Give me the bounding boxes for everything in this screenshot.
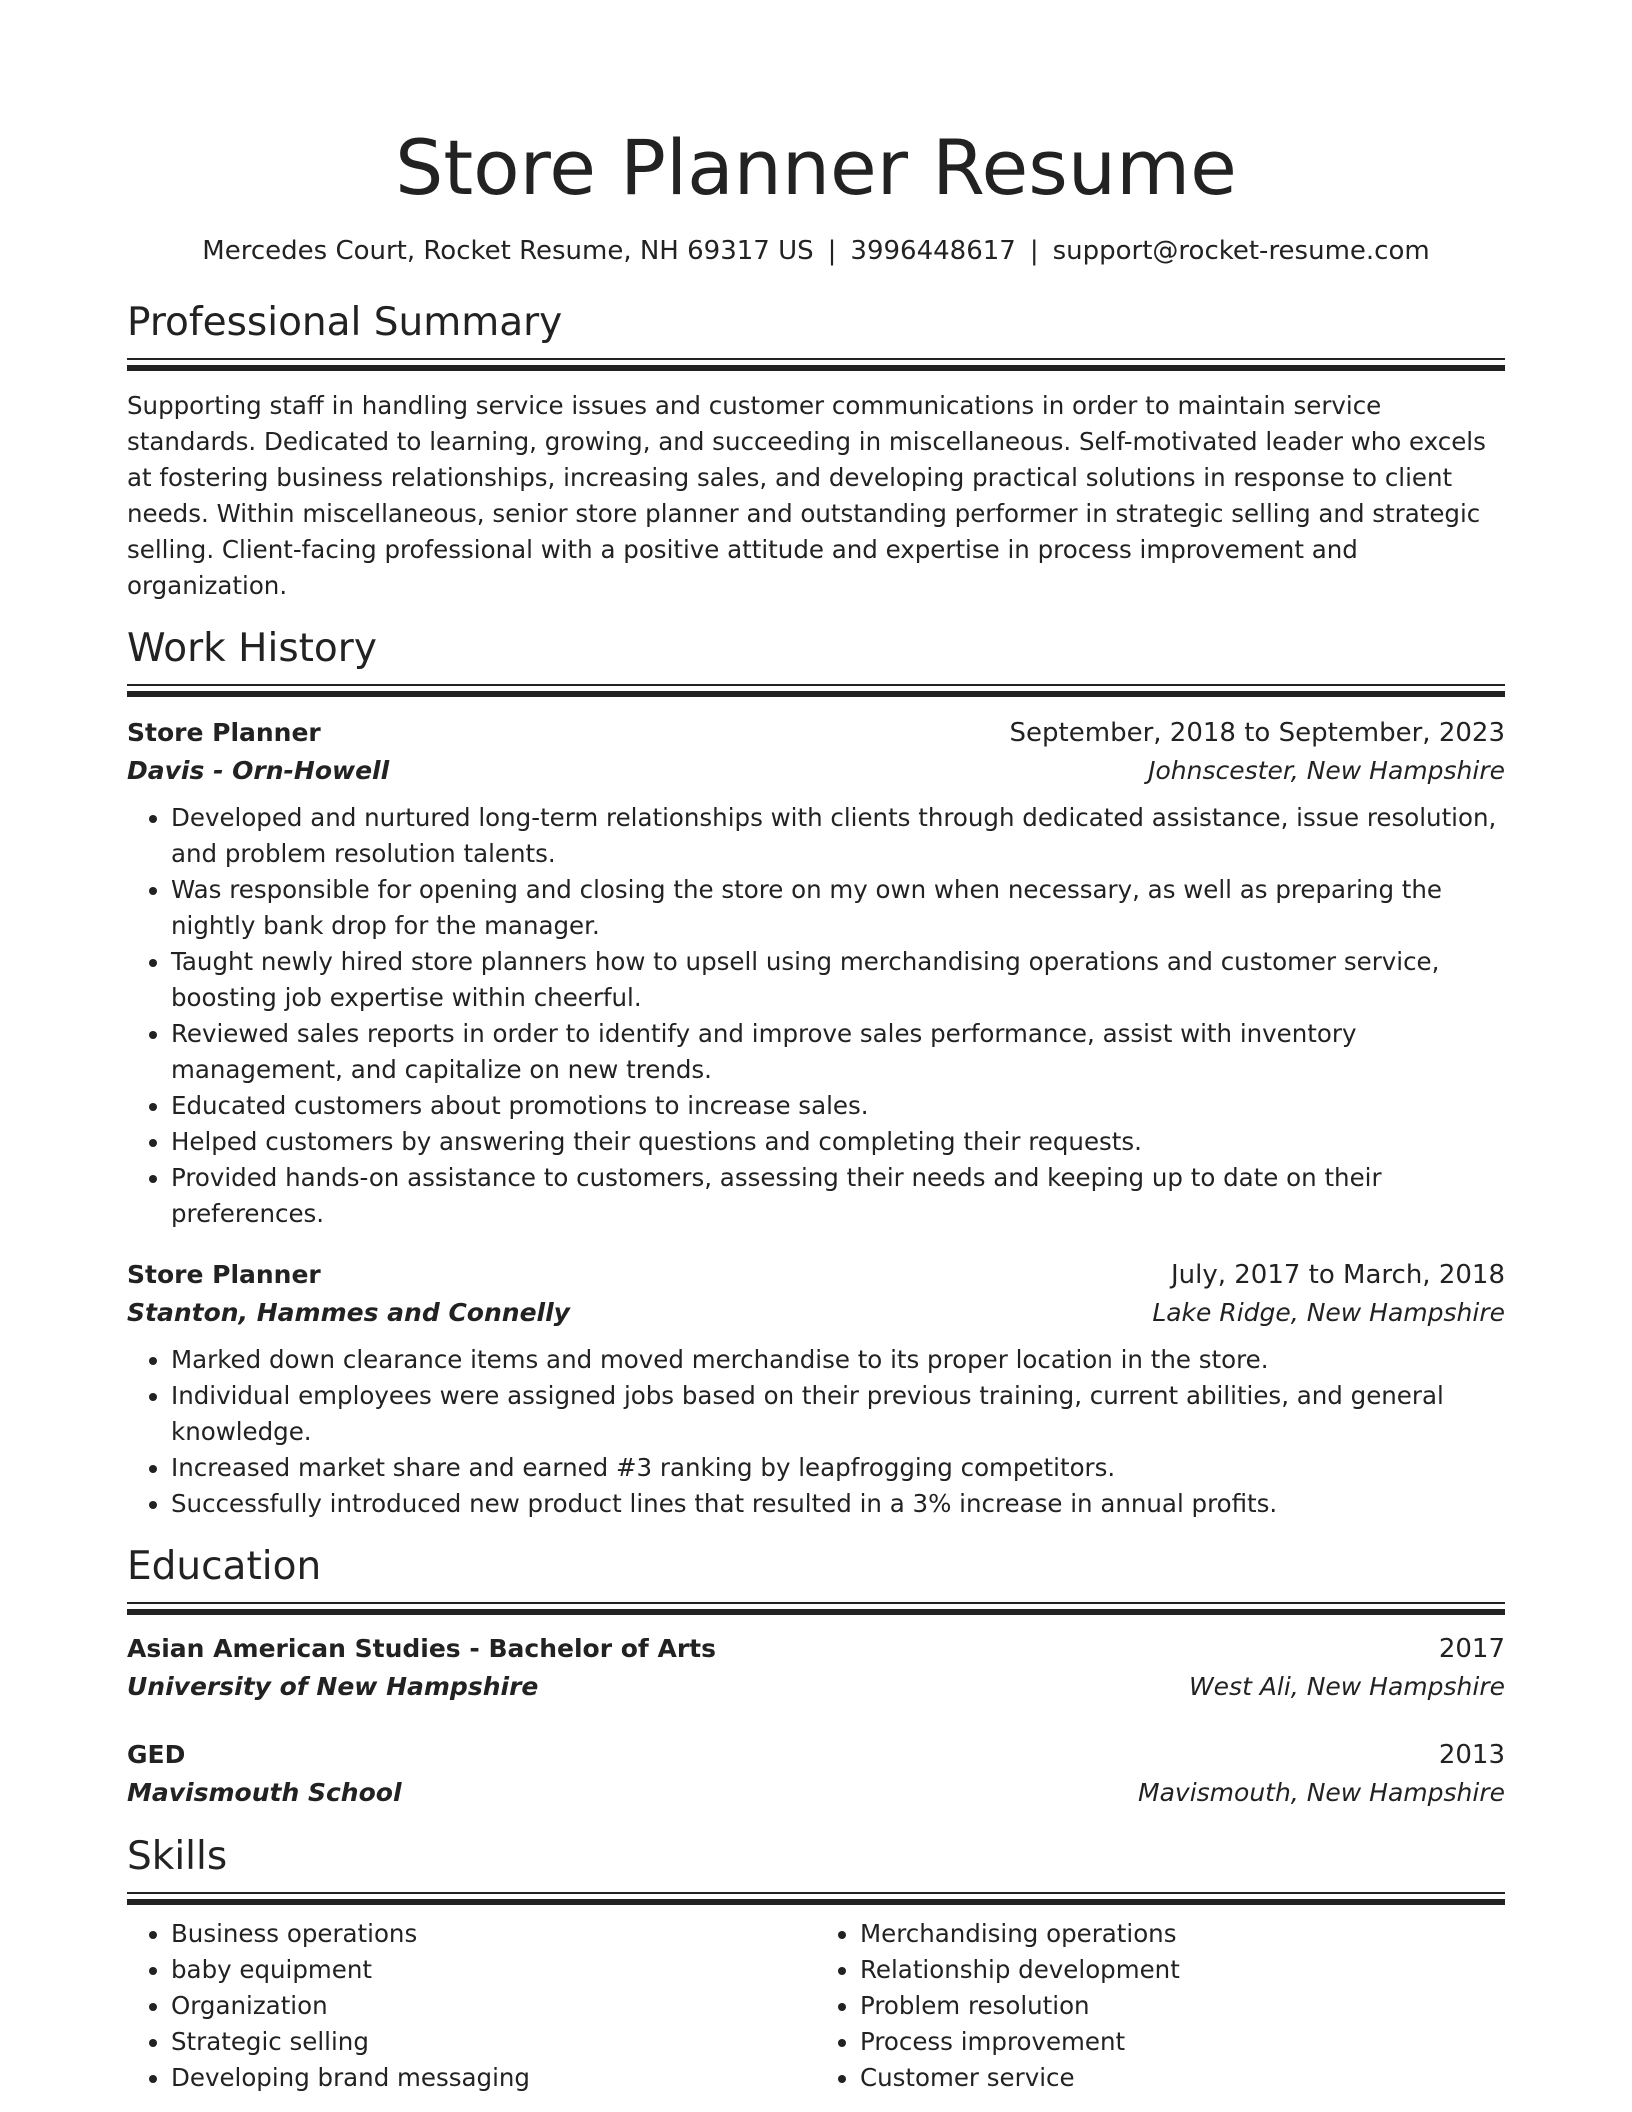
graduation-year: 2017 [1438, 1634, 1505, 1664]
skill-item: • Customer service [860, 2060, 1505, 2096]
job-location: Lake Ridge, New Hampshire [1152, 1298, 1505, 1327]
education-entry [127, 1736, 1505, 1812]
section-divider [127, 354, 1505, 382]
contact-separator: | [827, 236, 837, 266]
summary-text: Supporting staff in handling service issues and customer communications in order to maintain service standards. Dedicated to learning, growing, and succeeding in miscellaneous. Self-motivated leader who excels at fostering business relationships, increasing sales, and developing practical solutions in response to client needs. Within miscellaneous, senior store planner and outstanding performer in strategic selling and strategic selling. Client-facing professional with a positive attitude and expertise in process improvement and organization. [127, 391, 1486, 600]
job-location: Johnscester, New Hampshire [1148, 756, 1505, 785]
degree-name: Asian American Studies - Bachelor of Arts [127, 1634, 716, 1663]
work-history-heading: Work History [127, 626, 377, 671]
skills-list-left [127, 1916, 816, 2096]
section-divider [127, 680, 1505, 708]
list-item: • Successfully introduced new product lines that resulted in a 3% increase in annual profits. [171, 1486, 1505, 1522]
school-location: West Ali, New Hampshire [1188, 1672, 1505, 1701]
list-item: • Was responsible for opening and closing the store on my own when necessary, as well as preparing the nightly bank drop for the manager. [171, 872, 1505, 944]
skill-item: • Business operations [171, 1916, 816, 1952]
skill-item: • Developing brand messaging [171, 2060, 816, 2096]
resume-title: Store Planner Resume [395, 123, 1237, 212]
list-item: • Helped customers by answering their questions and completing their requests. [171, 1124, 1505, 1160]
job-company: Stanton, Hammes and Connelly [127, 1298, 570, 1327]
skill-item: • Merchandising operations [860, 1916, 1505, 1952]
skill-item: • Process improvement [860, 2024, 1505, 2060]
list-item: • Increased market share and earned #3 ranking by leapfrogging competitors. [171, 1450, 1505, 1486]
list-item: • Taught newly hired store planners how to upsell using merchandising operations and customer service, boosting job expertise within cheerful. [171, 944, 1505, 1016]
contact-separator: | [1029, 236, 1039, 266]
list-item: • Provided hands-on assistance to customers, assessing their needs and keeping up to date on their preferences. [171, 1160, 1505, 1232]
skill-item: • Organization [171, 1988, 816, 2024]
education-entry [127, 1630, 1505, 1706]
education-section [127, 1542, 1505, 1812]
list-item: • Developed and nurtured long-term relationships with clients through dedicated assistance, issue resolution, and problem resolution talents. [171, 800, 1505, 872]
graduation-year: 2013 [1438, 1740, 1505, 1770]
skill-item: • Strategic selling [171, 2024, 816, 2060]
skills-list-right [816, 1916, 1505, 2096]
skills-heading: Skills [127, 1834, 228, 1879]
section-divider [127, 1888, 1505, 1916]
job-bullets [127, 1342, 1505, 1522]
job-dates: July, 2017 to March, 2018 [1170, 1260, 1505, 1290]
skill-item: • Relationship development [860, 1952, 1505, 1988]
job-company: Davis - Orn-Howell [127, 756, 390, 785]
list-item: • Marked down clearance items and moved merchandise to its proper location in the store. [171, 1342, 1505, 1378]
education-heading: Education [127, 1544, 322, 1589]
job-entry [127, 1256, 1505, 1522]
contact-email: support@rocket-resume.com [1052, 236, 1430, 266]
list-item: • Reviewed sales reports in order to identify and improve sales performance, assist with inventory management, and capitalize on new trends. [171, 1016, 1505, 1088]
job-title: Store Planner [127, 1260, 321, 1289]
section-divider [127, 1598, 1505, 1626]
skill-item: • baby equipment [171, 1952, 816, 1988]
job-title: Store Planner [127, 718, 321, 747]
summary-heading: Professional Summary [127, 300, 563, 345]
contact-line [127, 234, 1505, 268]
job-dates: September, 2018 to September, 2023 [1009, 718, 1505, 748]
contact-phone: 3996448617 [850, 236, 1016, 266]
skills-section [127, 1832, 1505, 2096]
list-item: • Educated customers about promotions to increase sales. [171, 1088, 1505, 1124]
skills-grid [127, 1916, 1505, 2096]
skill-item: • Problem resolution [860, 1988, 1505, 2024]
school-name: University of New Hampshire [127, 1672, 539, 1701]
summary-section [127, 298, 1505, 604]
school-name: Mavismouth School [127, 1778, 402, 1807]
contact-address: Mercedes Court, Rocket Resume, NH 69317 US [202, 236, 814, 266]
job-entry [127, 714, 1505, 1232]
job-bullets [127, 800, 1505, 1232]
school-location: Mavismouth, New Hampshire [1138, 1778, 1505, 1807]
work-history-section [127, 624, 1505, 1522]
degree-name: GED [127, 1740, 186, 1769]
list-item: • Individual employees were assigned jobs based on their previous training, current abilities, and general knowledge. [171, 1378, 1505, 1450]
